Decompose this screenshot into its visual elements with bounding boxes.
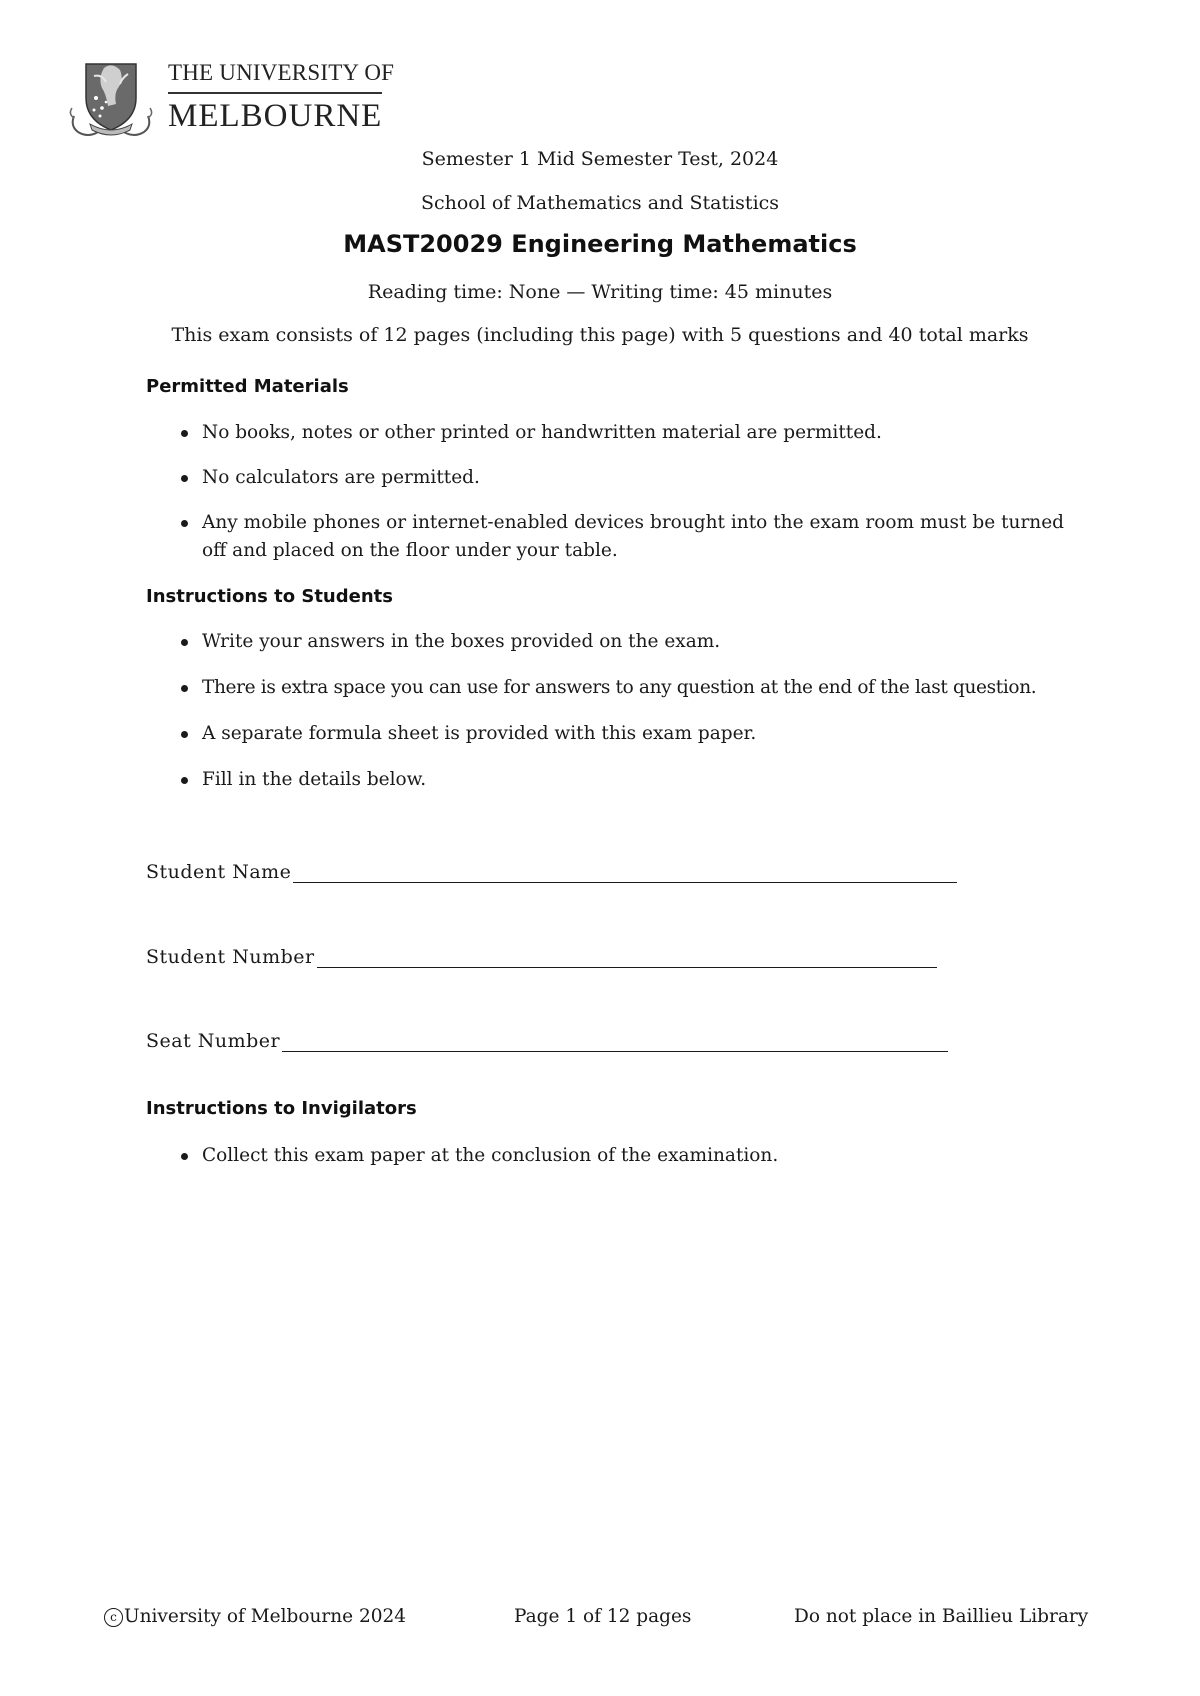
- seat-number-input-line[interactable]: [282, 1029, 948, 1052]
- bullet-icon: [181, 685, 188, 692]
- permitted-materials-heading: Permitted Materials: [146, 376, 349, 397]
- footer-page-number: Page 1 of 12 pages: [514, 1606, 692, 1627]
- list-item: Write your answers in the boxes provided on the exam.: [178, 628, 1064, 656]
- copyright-icon: c: [104, 1608, 123, 1627]
- bullet-icon: [181, 777, 188, 784]
- list-item: Fill in the details below.: [178, 766, 1064, 794]
- bullet-icon: [181, 1153, 188, 1160]
- list-item: No calculators are permitted.: [178, 464, 1064, 492]
- semester-line: Semester 1 Mid Semester Test, 2024: [421, 148, 779, 170]
- student-number-field: [146, 945, 937, 968]
- list-item: A separate formula sheet is provided with this exam paper.: [178, 720, 1064, 748]
- student-number-label: Student Number: [146, 946, 315, 968]
- list-item: There is extra space you can use for answers to any question at the end of the last question.: [178, 674, 1064, 702]
- student-name-input-line[interactable]: [293, 860, 957, 883]
- page-title: MAST20029 Engineering Mathematics: [343, 230, 857, 258]
- university-crest-icon: [68, 58, 154, 138]
- logo-text-melbourne: MELBOURNE: [168, 98, 383, 134]
- university-logo: [68, 58, 395, 138]
- logo-text-university-of: THE UNIVERSITY OF: [168, 60, 395, 85]
- footer-library-note: Do not place in Baillieu Library: [794, 1606, 1089, 1627]
- bullet-icon: [181, 731, 188, 738]
- list-item: Collect this exam paper at the conclusion of the examination.: [178, 1142, 1064, 1170]
- footer-copyright: c University of Melbourne 2024: [104, 1606, 406, 1627]
- exam-summary-line: This exam consists of 12 pages (including this page) with 5 questions and 40 total marks: [171, 324, 1029, 346]
- timing-line: Reading time: None — Writing time: 45 minutes: [367, 281, 833, 303]
- permitted-materials-list: [178, 419, 1064, 582]
- bullet-icon: [181, 639, 188, 646]
- list-item: No books, notes or other printed or handwritten material are permitted.: [178, 419, 1064, 447]
- instructions-to-students-heading: Instructions to Students: [146, 586, 393, 607]
- bullet-icon: [181, 520, 188, 527]
- student-name-field: [146, 860, 957, 883]
- bullet-icon: [181, 475, 188, 482]
- student-number-input-line[interactable]: [317, 945, 937, 968]
- list-item: Any mobile phones or internet-enabled devices brought into the exam room must be turned off and placed on the floor under your table.: [178, 509, 1064, 565]
- instructions-to-students-list: [178, 628, 1064, 812]
- instructions-to-invigilators-list: [178, 1142, 1064, 1170]
- logo-divider: [168, 92, 382, 94]
- student-name-label: Student Name: [146, 861, 292, 883]
- school-line: School of Mathematics and Statistics: [420, 192, 780, 214]
- instructions-to-invigilators-heading: Instructions to Invigilators: [146, 1098, 417, 1119]
- seat-number-field: [146, 1029, 948, 1052]
- seat-number-label: Seat Number: [146, 1030, 281, 1052]
- bullet-icon: [181, 430, 188, 437]
